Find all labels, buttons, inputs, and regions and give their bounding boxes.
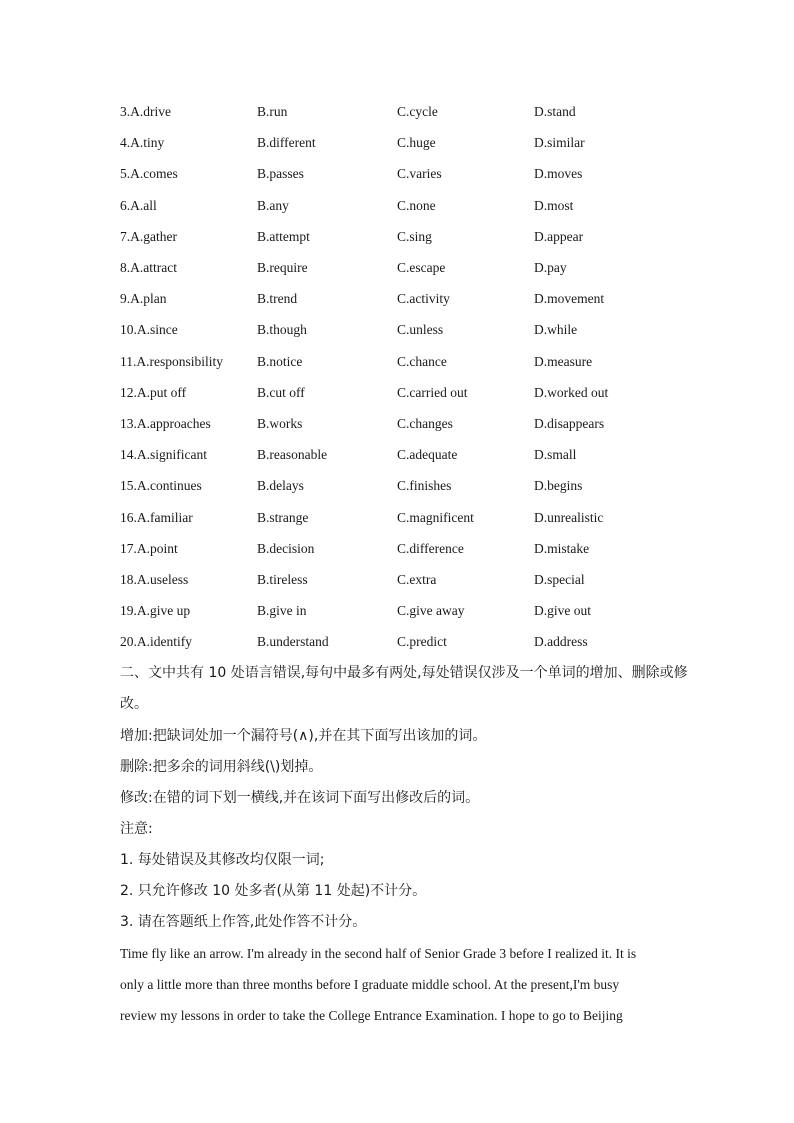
option-d: D.appear [534,228,584,244]
option-a: 19.A.give up [120,603,191,619]
option-b: B.require [257,260,308,275]
delete-instruction: 删除:把多余的词用斜线(\)划掉。 [120,759,323,775]
option-c: C.extra [397,572,437,587]
option-a: 6.A.all [120,197,157,213]
option-d: D.address [534,634,588,650]
option-d: D.measure [534,353,593,369]
note-title: 注意: [120,821,153,837]
option-c: C.varies [397,166,442,182]
option-c: C.huge [397,135,436,151]
option-b: B.run [257,104,288,119]
option-c: C.adequate [397,447,458,463]
option-d: D.movement [534,291,605,307]
option-c: C.predict [397,634,447,650]
option-b: B.attempt [257,228,310,244]
option-c: C.unless [397,322,444,338]
option-d: D.worked out [534,384,609,400]
option-d: D.similar [534,135,585,151]
option-c: C.give away [397,603,465,619]
option-c: C.chance [397,353,447,369]
option-d: D.while [534,322,578,338]
option-a: 11.A.responsibility [120,353,223,369]
option-c: C.sing [397,228,432,244]
option-d: D.pay [534,260,567,275]
passage-line-1: Time fly like an arrow. I'm already in the second half of Senior Grade 3 before I realized it. It is [120,946,637,961]
option-a: 17.A.point [120,540,178,556]
option-c: C.magnificent [397,509,474,525]
passage-line-2: only a little more than three months before I graduate middle school. At the present,I'm busy [120,977,620,992]
option-b: B.trend [257,291,298,307]
option-c: C.escape [397,260,446,275]
option-b: B.understand [257,634,329,650]
option-a: 10.A.since [120,322,178,338]
option-c: C.finishes [397,478,452,494]
section-intro-line1: 二、文中共有 10 处语言错误,每句中最多有两处,每处错误仅涉及一个单词的增加、删除或修 [120,665,688,681]
option-c: C.cycle [397,104,438,119]
option-a: 9.A.plan [120,291,167,307]
option-c: C.changes [397,416,453,431]
option-d: D.moves [534,166,583,182]
option-b: B.give in [257,603,307,619]
option-a: 18.A.useless [120,572,189,587]
option-d: D.most [534,197,574,213]
option-a: 5.A.comes [120,166,178,182]
option-d: D.special [534,572,585,587]
note-item-3: 3. 请在答题纸上作答,此处作答不计分。 [120,914,367,930]
option-a: 3.A.drive [120,104,171,119]
option-a: 14.A.significant [120,447,207,463]
option-c: C.carried out [397,384,468,400]
option-c: C.activity [397,291,450,307]
option-b: B.though [257,322,307,338]
option-a: 13.A.approaches [120,416,211,431]
modify-instruction: 修改:在错的词下划一横线,并在该词下面写出修改后的词。 [120,790,480,806]
option-c: C.difference [397,540,464,556]
option-a: 15.A.continues [120,478,202,494]
option-b: B.cut off [257,384,305,400]
option-a: 8.A.attract [120,260,177,275]
option-a: 4.A.tiny [120,135,165,151]
option-d: D.disappears [534,416,605,431]
option-a: 20.A.identify [120,634,192,650]
option-b: B.notice [257,353,303,369]
option-a: 7.A.gather [120,228,177,244]
option-b: B.reasonable [257,447,328,463]
option-b: B.any [257,197,289,213]
option-b: B.strange [257,509,309,525]
option-d: D.unrealistic [534,509,604,525]
option-d: D.small [534,447,577,463]
option-b: B.different [257,135,316,151]
note-item-2: 2. 只允许修改 10 处多者(从第 11 处起)不计分。 [120,883,427,899]
option-a: 16.A.familiar [120,509,193,525]
option-b: B.decision [257,540,315,556]
option-d: D.give out [534,603,591,619]
option-b: B.passes [257,166,304,182]
option-b: B.tireless [257,572,308,587]
add-instruction: 增加:把缺词处加一个漏符号(∧),并在其下面写出该加的词。 [120,728,487,744]
option-a: 12.A.put off [120,384,187,400]
note-item-1: 1. 每处错误及其修改均仅限一词; [120,852,325,868]
section-intro-line2: 改。 [120,696,148,712]
option-c: C.none [397,197,436,213]
option-d: D.stand [534,104,576,119]
option-b: B.works [257,416,303,431]
option-d: D.begins [534,478,583,494]
option-d: D.mistake [534,540,590,556]
passage-line-3: review my lessons in order to take the College Entrance Examination. I hope to go to Beijing [120,1008,623,1023]
option-b: B.delays [257,478,304,494]
